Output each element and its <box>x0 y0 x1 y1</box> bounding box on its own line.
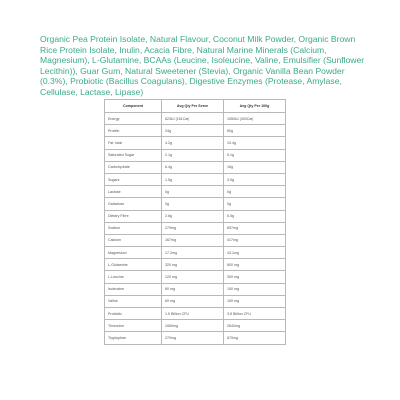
cell-component: Saturated Sugar <box>105 149 162 161</box>
cell-per-100g: 3.9g <box>224 173 286 185</box>
cell-component: Sugars <box>105 173 162 185</box>
table-row <box>105 137 286 149</box>
cell-per-serve: 60 mg <box>162 295 224 307</box>
table-row <box>105 149 286 161</box>
table-row <box>105 259 286 271</box>
cell-component: Sodium <box>105 222 162 234</box>
cell-component: Carbohydrate <box>105 161 162 173</box>
table-row <box>105 186 286 198</box>
cell-per-serve: 2.1g <box>162 149 224 161</box>
table-row <box>105 308 286 320</box>
cell-component: Probiotic <box>105 308 162 320</box>
table-row <box>105 173 286 185</box>
cell-per-100g: 0g <box>224 186 286 198</box>
table-row <box>105 161 286 173</box>
header-per-serve: Avg Qty Per Serve <box>162 100 224 113</box>
cell-per-100g: 800 mg <box>224 259 286 271</box>
cell-component: Galactose <box>105 198 162 210</box>
table-row <box>105 320 286 332</box>
table-header-row <box>105 100 286 113</box>
cell-component: L-Leucine <box>105 271 162 283</box>
table-row <box>105 222 286 234</box>
cell-per-serve: 24g <box>162 125 224 137</box>
cell-per-serve: 623kJ (161Cal) <box>162 113 224 125</box>
cell-component: Protein <box>105 125 162 137</box>
cell-per-100g: 60g <box>224 125 286 137</box>
cell-component: Tryptophan <box>105 332 162 344</box>
nutrition-table-container <box>104 99 285 345</box>
cell-per-100g: 3.8 Billion CFU <box>224 308 286 320</box>
table-body <box>105 113 286 345</box>
cell-component: Energy <box>105 113 162 125</box>
cell-per-100g: 150 mg <box>224 283 286 295</box>
cell-component: Isoleucine <box>105 283 162 295</box>
table-row <box>105 295 286 307</box>
cell-per-serve: 1.5 Billion CFU <box>162 308 224 320</box>
nutrition-table <box>104 99 286 345</box>
cell-per-serve: 2.6g <box>162 210 224 222</box>
cell-component: Valine <box>105 295 162 307</box>
cell-per-100g: 0g <box>224 198 286 210</box>
cell-per-serve: 17.2mg <box>162 247 224 259</box>
cell-per-100g: 697mg <box>224 222 286 234</box>
header-per-100g: Avg Qty Per 100g <box>224 100 286 113</box>
cell-component: Calcium <box>105 234 162 246</box>
cell-per-serve: 270mg <box>162 332 224 344</box>
cell-per-100g: 6.5g <box>224 210 286 222</box>
cell-component: Dietary Fibre <box>105 210 162 222</box>
cell-component: Lactose <box>105 186 162 198</box>
cell-per-100g: 5.1g <box>224 149 286 161</box>
cell-per-serve: 279mg <box>162 222 224 234</box>
cell-per-serve: 0g <box>162 198 224 210</box>
cell-component: Fat, total <box>105 137 162 149</box>
ingredients-text: Organic Pea Protein Isolate, Natural Flavour, Coconut Milk Powder, Organic Brown Rice Protein Isolate, Inulin, Acacia Fibre, Natural Marine Minerals (Calcium, Magnesium), L-Glutamine, BCAAs (Leucine, Isoleucine, Valine, Emulsifier (Sunflower Lecithin)), Guar Gum, Natural Sweetener (Stevia), Organic Vanilla Bean Powder (0.3%), Probiotic (Bacillus Coagulans), Digestive Enzymes (Protease, Amylase, Cellulase, Lactase, Lipase) <box>40 34 365 97</box>
cell-per-100g: 16g <box>224 161 286 173</box>
cell-per-100g: 43.1mg <box>224 247 286 259</box>
table-row <box>105 332 286 344</box>
cell-per-100g: 670mg <box>224 332 286 344</box>
cell-per-serve: 120 mg <box>162 271 224 283</box>
cell-per-serve: 60 mg <box>162 283 224 295</box>
header-component: Component <box>105 100 162 113</box>
table-row <box>105 198 286 210</box>
table-row <box>105 271 286 283</box>
cell-per-serve: 1.5g <box>162 173 224 185</box>
cell-per-serve: 0g <box>162 186 224 198</box>
table-row <box>105 247 286 259</box>
table-row <box>105 234 286 246</box>
table-row <box>105 113 286 125</box>
cell-component: L-Glutamine <box>105 259 162 271</box>
cell-per-100g: 150 mg <box>224 295 286 307</box>
table-row <box>105 210 286 222</box>
cell-per-100g: 300 mg <box>224 271 286 283</box>
cell-per-serve: 1060mg <box>162 320 224 332</box>
cell-per-serve: 6.4g <box>162 161 224 173</box>
table-row <box>105 283 286 295</box>
cell-per-100g: 10.4g <box>224 137 286 149</box>
cell-per-serve: 320 mg <box>162 259 224 271</box>
table-row <box>105 125 286 137</box>
cell-component: Magnesium <box>105 247 162 259</box>
cell-per-serve: 167mg <box>162 234 224 246</box>
cell-per-serve: 4.2g <box>162 137 224 149</box>
cell-per-100g: 1550kJ (403Cal) <box>224 113 286 125</box>
cell-per-100g: 417mg <box>224 234 286 246</box>
cell-per-100g: 2640mg <box>224 320 286 332</box>
cell-component: Threonine <box>105 320 162 332</box>
